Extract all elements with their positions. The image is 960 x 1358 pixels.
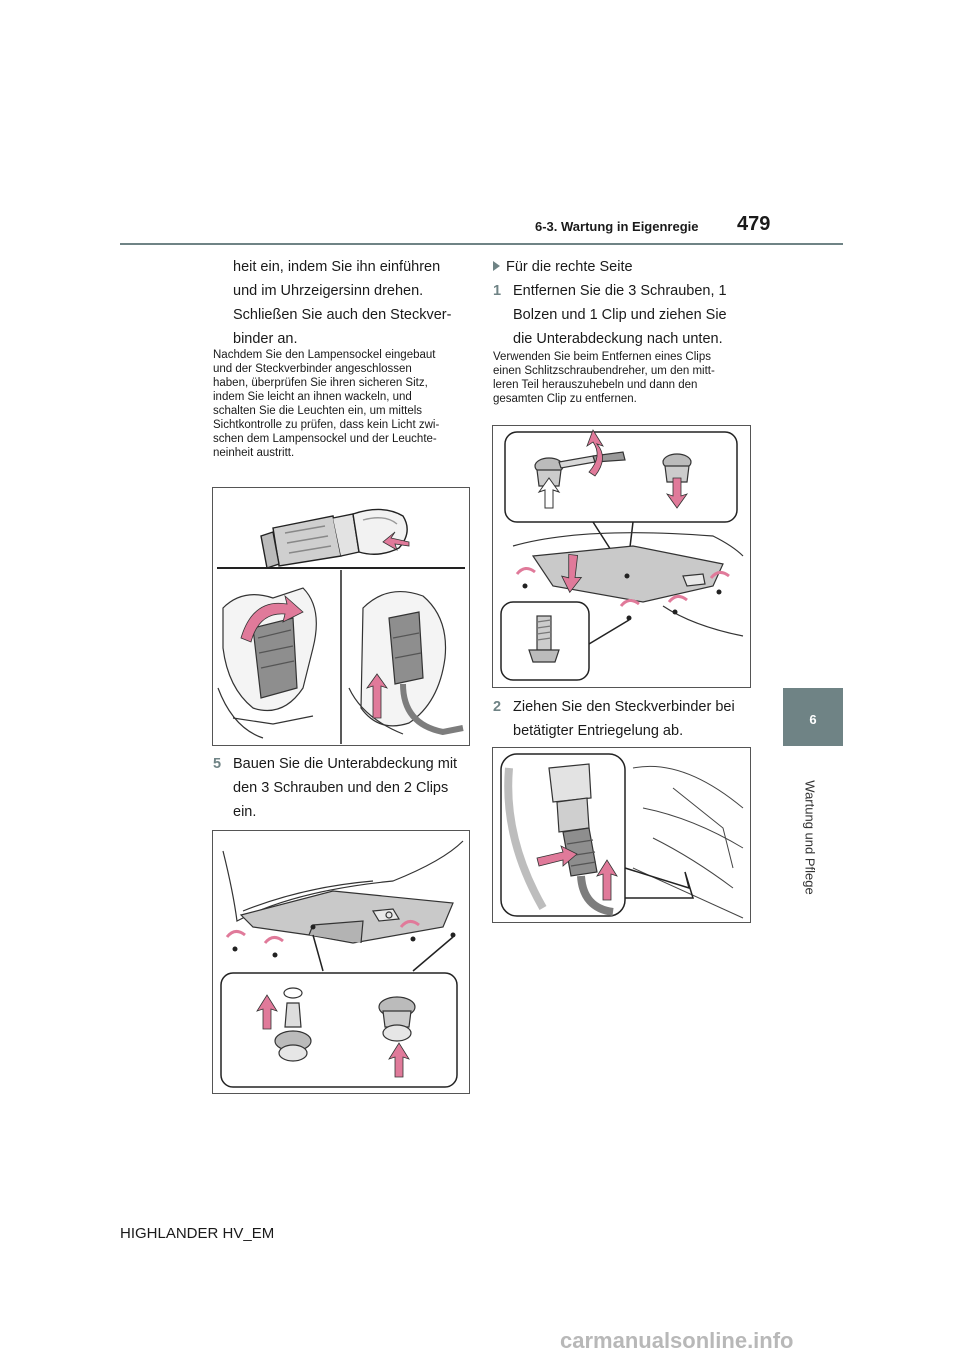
step-5-block: [213, 752, 468, 824]
note-line: leren Teil herauszuhebeln und dann den: [493, 379, 698, 391]
step-1-block: [493, 279, 753, 351]
continued-step-text: [233, 255, 473, 351]
section-title: 6-3. Wartung in Eigenregie: [535, 219, 699, 234]
text-line: und im Uhrzeigersinn drehen.: [233, 283, 424, 299]
text-line: heit ein, indem Sie ihn einführen: [233, 259, 441, 275]
text-line: Schließen Sie auch den Steckver-: [233, 307, 452, 323]
lamp-socket-illustration: [212, 487, 470, 746]
note-line: einen Schlitzschraubendreher, um den mitt-: [493, 365, 715, 377]
note-line: neinheit austritt.: [213, 447, 295, 459]
header-rule: [120, 243, 843, 245]
page-number: 479: [737, 213, 771, 235]
text-line: binder an.: [233, 331, 298, 347]
note-line: gesamten Clip zu entfernen.: [493, 393, 637, 405]
text-line: den 3 Schrauben und den 2 Clips: [233, 780, 449, 796]
note-line: haben, überprüfen Sie ihren sicheren Sitz,: [213, 377, 428, 389]
step-1: [493, 279, 753, 351]
footer-model: HIGHLANDER HV_EM: [120, 1225, 275, 1242]
chapter-number: 6: [809, 712, 817, 727]
text-line: ein.: [233, 804, 257, 820]
bullet-right-side: [493, 255, 753, 279]
left-note: [213, 348, 473, 460]
text-line: die Unterabdeckung nach unten.: [513, 331, 723, 347]
step-number: 1: [493, 283, 502, 299]
step-5: [213, 752, 468, 824]
under-cover-removal-illustration: [492, 425, 751, 688]
watermark: carmanualsonline.info: [560, 1328, 794, 1353]
text-line: betätigter Entriegelung ab.: [513, 723, 684, 739]
note-line: schalten Sie die Leuchten ein, um mittels: [213, 405, 423, 417]
under-cover-install-illustration: [212, 830, 470, 1094]
note-line: Sichtkontrolle zu prüfen, dass kein Licht zwi-: [213, 419, 440, 431]
bullet-text: Für die rechte Seite: [506, 259, 633, 275]
right-note: [493, 350, 753, 406]
note-line: indem Sie leicht an ihnen wackeln, und: [213, 391, 412, 403]
text-line: Bolzen und 1 Clip und ziehen Sie: [513, 307, 727, 323]
step-number: 2: [493, 699, 502, 715]
step-2-block: [493, 695, 753, 743]
text-line: Entfernen Sie die 3 Schrauben, 1: [513, 283, 727, 299]
note-line: und der Steckverbinder angeschlossen: [213, 363, 412, 375]
connector-release-illustration: [492, 747, 751, 923]
note-line: schen dem Lampensockel und der Leuchte-: [213, 433, 437, 445]
step-number: 5: [213, 756, 222, 772]
bullet-arrow-icon: [493, 261, 500, 271]
text-line: Ziehen Sie den Steckverbinder bei: [513, 699, 735, 715]
text-line: Bauen Sie die Unterabdeckung mit: [233, 756, 458, 772]
chapter-title: Wartung und Pflege: [802, 780, 818, 895]
step-2: [493, 695, 753, 743]
note-line: Nachdem Sie den Lampensockel eingebaut: [213, 349, 436, 361]
note-line: Verwenden Sie beim Entfernen eines Clips: [493, 351, 711, 363]
